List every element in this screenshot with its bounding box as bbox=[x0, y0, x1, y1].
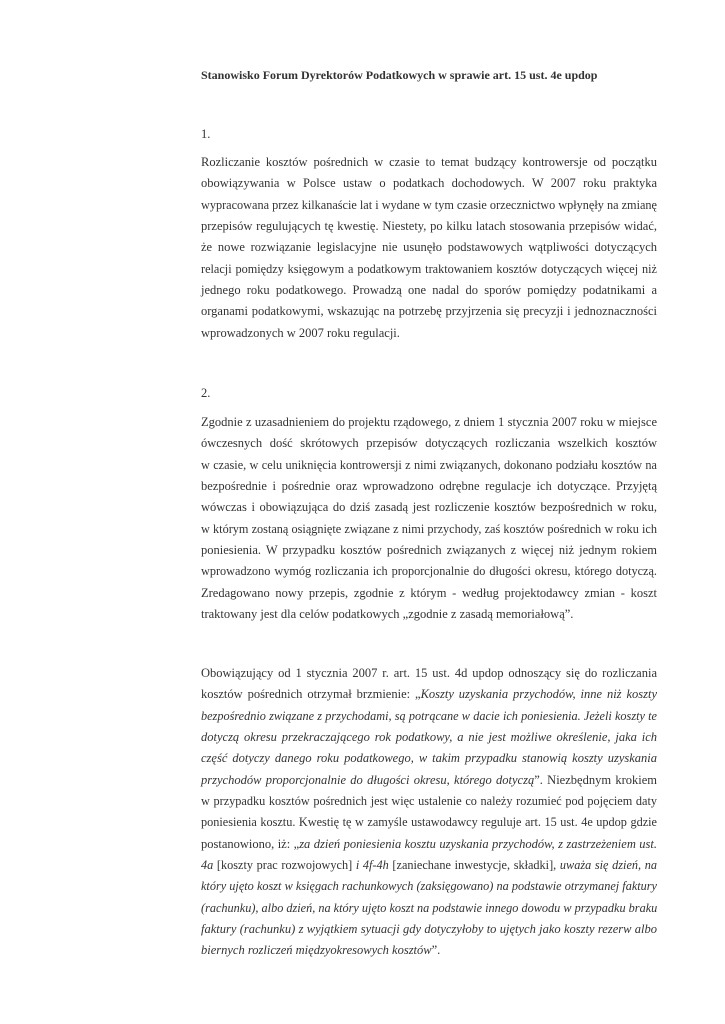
quoted-text-run: dotyczą okresu przekraczającego rok podatkowy, a nie jest możliwe określenie, jaka ich bbox=[201, 730, 657, 745]
quoted-text-run: za dzień poniesienia kosztu uzyskania przychodów, z zastrzeżeniem ust. bbox=[299, 836, 657, 851]
quoted-text-run: i 4f-4h bbox=[355, 858, 389, 873]
section-2-line: traktowany jest dla celów podatkowych „zgodnie z zasadą memoriałową”. bbox=[201, 607, 574, 622]
section-3-line bbox=[201, 940, 657, 961]
section-1-line: relacji pomiędzy księgowym a podatkowym traktowaniem kosztów dotyczących więcej niż bbox=[201, 261, 657, 276]
quoted-text-run: bezpośrednio związane z przychodami, są potrącane w dacie ich poniesienia. Jeżeli koszty te bbox=[201, 708, 657, 723]
text-run: [zaniechane inwestycje, składki], bbox=[388, 858, 560, 873]
section-3-line bbox=[201, 855, 657, 876]
section-2-paragraph bbox=[201, 412, 657, 625]
section-1-line: Rozliczanie kosztów pośrednich w czasie to temat budzący kontrowersje od początku bbox=[201, 155, 657, 169]
section-1-line: jednego roku podatkowego. Prowadzą one nadal do sporów pomiędzy podatnikami a bbox=[201, 283, 657, 298]
section-2-line: Zredagowano nowy przepis, zgodnie z którym - według projektodawcy zmian - koszt bbox=[201, 585, 657, 600]
section-2-line: ówczesnych dość skrótowych przepisów dotyczących rozliczania wszelkich kosztów bbox=[201, 436, 657, 451]
section-3-line bbox=[201, 919, 657, 940]
section-3-line bbox=[201, 706, 657, 727]
quoted-text-run: biernych rozliczeń międzyokresowych kosztów bbox=[201, 943, 432, 958]
text-run: w przypadku kosztów pośrednich jest więc ustalenie co należy rozumieć pod pojęciem daty bbox=[201, 794, 657, 809]
quoted-text-run: (rachunku), albo dzień, na który ujęto koszt na podstawie innego dowodu w przypadku braku bbox=[201, 900, 658, 915]
text-run: Obowiązujący od 1 stycznia 2007 r. art. 15 ust. 4d updop odnoszący się do rozliczania bbox=[201, 666, 657, 680]
document-title: Stanowisko Forum Dyrektorów Podatkowych w sprawie art. 15 ust. 4e updop bbox=[201, 68, 598, 82]
section-3-line bbox=[201, 727, 657, 748]
text-run: ”. Niezbędnym krokiem bbox=[534, 772, 657, 787]
section-1-line: przepisów regulujących tę kwestię. Niestety, po kilku latach stosowania przepisów widać, bbox=[201, 219, 657, 234]
section-3-line bbox=[201, 748, 657, 769]
section-2-line: wprowadzono wymóg rozliczania ich proporcjonalnie do długości okresu, którego dotyczą. bbox=[201, 564, 657, 579]
quoted-text-run: 4a bbox=[201, 858, 214, 873]
quoted-text-run: Koszty uzyskania przychodów, inne niż koszty bbox=[420, 687, 657, 702]
text-run: kosztów pośrednich otrzymał brzmienie: „ bbox=[201, 687, 421, 702]
section-2-line: wówczas i obowiązująca do dziś zasadą jest rozliczenie kosztów bezpośrednich w roku, bbox=[201, 500, 657, 515]
section-2-line: Zgodnie z uzasadnieniem do projektu rządowego, z dniem 1 stycznia 2007 roku w miejsce bbox=[201, 415, 657, 429]
text-run: [koszty prac rozwojowych] bbox=[213, 858, 356, 873]
section-3-line bbox=[201, 663, 657, 684]
section-3-line bbox=[201, 898, 657, 919]
section-2-line: w czasie, w celu uniknięcia kontrowersji z nimi związanych, dokonano podziału kosztów na bbox=[201, 457, 657, 472]
section-1-line: wypracowana przez kilkanaście lat i wydane w tym czasie orzecznictwo wpłynęły na zmianę bbox=[201, 197, 657, 212]
section-2-number: 2. bbox=[201, 386, 211, 400]
section-3-line bbox=[201, 876, 657, 897]
section-3-line bbox=[201, 791, 657, 812]
section-3-line bbox=[201, 834, 657, 855]
text-run: postanowiono, iż: „ bbox=[201, 836, 300, 851]
section-3-paragraph bbox=[201, 663, 657, 962]
section-3-line bbox=[201, 812, 657, 833]
section-1-paragraph bbox=[201, 152, 657, 344]
quoted-text-run: część dotyczy danego roku podatkowego, w takim przypadku stanowią koszty uzyskania bbox=[201, 751, 657, 766]
section-2-line: poniesienia. W przypadku kosztów pośrednich związanych z więcej niż jednym rokiem bbox=[201, 543, 657, 558]
section-1-line: wprowadzonych w 2007 roku regulacji. bbox=[201, 325, 400, 340]
section-3-line bbox=[201, 770, 657, 791]
quoted-text-run: przychodów proporcjonalnie do długości okresu, którego dotyczą bbox=[201, 772, 535, 787]
quoted-text-run: który ujęto koszt w księgach rachunkowych (zaksięgowano) na podstawie otrzymanej faktury bbox=[201, 879, 657, 894]
section-1-line: obowiązywania w Polsce ustaw o podatkach dochodowych. W 2007 roku praktyka bbox=[201, 176, 657, 191]
section-1-line: że nowe rozwiązanie legislacyjne nie usunęło podstawowych wątpliwości dotyczących bbox=[201, 240, 657, 255]
section-3-line bbox=[201, 684, 657, 705]
quoted-text-run: uważa się dzień, na bbox=[559, 858, 658, 873]
section-1-number: 1. bbox=[201, 127, 211, 141]
text-run: ”. bbox=[431, 943, 441, 958]
text-run: poniesienia kosztu. Kwestię tę w zamyśle ustawodawcy reguluje art. 15 ust. 4e updop gdzie bbox=[201, 815, 657, 830]
quoted-text-run: faktury (rachunku) z wyjątkiem sytuacji gdy dotyczyłoby to ujętych jako koszty rezerw albo bbox=[201, 922, 657, 937]
section-2-line: bezpośrednie i pośrednie oraz wprowadzono odrębne regulacje ich dotyczące. Przyjętą bbox=[201, 479, 657, 494]
section-1-line: organami podatkowymi, wskazując na potrzebę przyjrzenia się precyzji i jednoznaczności bbox=[201, 304, 657, 319]
section-2-line: w którym zostaną osiągnięte związane z nimi przychody, zaś kosztów pośrednich w roku ich bbox=[201, 521, 657, 536]
